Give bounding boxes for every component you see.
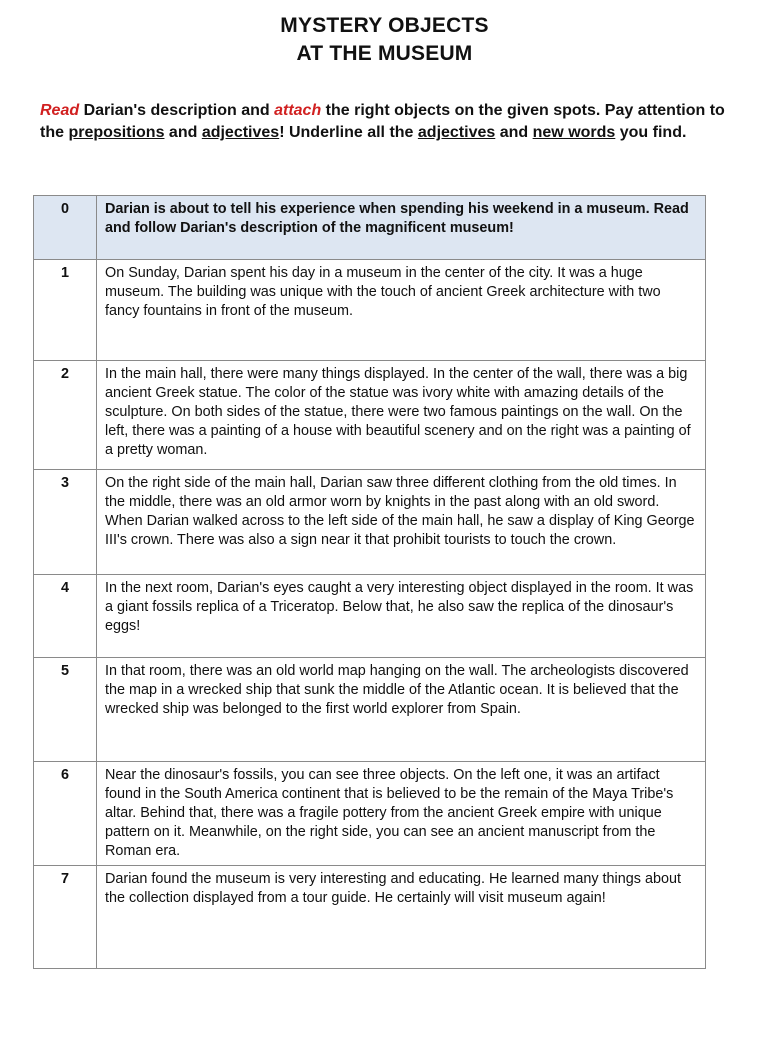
- instructions: [40, 100, 730, 144]
- row-number: 1: [34, 260, 97, 361]
- word-attach: attach: [274, 102, 322, 119]
- story-row-1: [34, 260, 706, 361]
- story-row-5: [34, 658, 706, 762]
- row-text: Darian found the museum is very interesting and educating. He learned many things about the collection displayed from a tour guide. He certainly will visit museum again!: [97, 866, 706, 969]
- row-text: On Sunday, Darian spent his day in a museum in the center of the city. It was a huge museum. The building was unique with the touch of ancient Greek architecture with two fancy fountains in front of the museum.: [97, 260, 706, 361]
- instr-text-5: and: [495, 124, 533, 141]
- story-row-4: [34, 575, 706, 658]
- row-number: 6: [34, 762, 97, 866]
- row-number: 2: [34, 361, 97, 470]
- word-adjectives: adjectives: [201, 124, 280, 141]
- instr-text-2: the right objects on the given spots. Pay attention to the: [40, 102, 725, 141]
- row-text: On the right side of the main hall, Darian saw three different clothing from the old times. In the middle, there was an old armor worn by knights in the past along with an old sword. When Darian walked across to the left side of the main hall, he saw a display of King George III's crown. There was also a sign near it that prohibit tourists to touch the crown.: [97, 470, 706, 575]
- title-line-1: MYSTERY OBJECTS: [280, 14, 489, 37]
- row-text: Darian is about to tell his experience when spending his weekend in a museum. Read and follow Darian's description of the magnificent museum!: [97, 196, 706, 260]
- story-row-0: [34, 196, 706, 260]
- instr-text-4: ! Underline all the: [279, 124, 418, 141]
- word-new-words: new words: [532, 124, 616, 141]
- story-row-3: [34, 470, 706, 575]
- word-prepositions: prepositions: [68, 124, 165, 141]
- row-text: In that room, there was an old world map hanging on the wall. The archeologists discovered the map in a wrecked ship that sunk the middle of the Atlantic ocean. It is believed that the wrecked ship was belonged to the first world explorer from Spain.: [97, 658, 706, 762]
- row-text: Near the dinosaur's fossils, you can see three objects. On the left one, it was an artifact found in the South America continent that is believed to be the remain of the Maya Tribe's altar. Behind that, there was a fragile pottery from the ancient Greek empire with unique pattern on it. Meanwhile, on the right side, you can see an ancient manuscript from the Roman era.: [97, 762, 706, 866]
- row-number: 0: [34, 196, 97, 260]
- word-adjectives-2: adjectives: [417, 124, 496, 141]
- story-row-6: [34, 762, 706, 866]
- row-text: In the next room, Darian's eyes caught a very interesting object displayed in the room. It was a giant fossils replica of a Triceratop. Below that, he also saw the replica of the dinosaur's eggs!: [97, 575, 706, 658]
- row-number: 3: [34, 470, 97, 575]
- word-read: Read: [40, 102, 80, 119]
- instr-text-1: Darian's description and: [79, 102, 275, 119]
- row-number: 7: [34, 866, 97, 969]
- story-row-7: [34, 866, 706, 969]
- story-table: [33, 195, 706, 969]
- row-number: 5: [34, 658, 97, 762]
- row-number: 4: [34, 575, 97, 658]
- instr-text-6: you find.: [615, 124, 687, 141]
- instr-text-3: and: [164, 124, 202, 141]
- title-line-2: AT THE MUSEUM: [296, 42, 473, 65]
- row-text: In the main hall, there were many things displayed. In the center of the wall, there was a big ancient Greek statue. The color of the statue was ivory white with amazing details of the sculpture. On both sides of the statue, there were two famous paintings on the wall. On the left, there was a painting of a house with beautiful scenery and on the right was a painting of a pretty woman.: [97, 361, 706, 470]
- worksheet-title: [0, 12, 769, 68]
- story-row-2: [34, 361, 706, 470]
